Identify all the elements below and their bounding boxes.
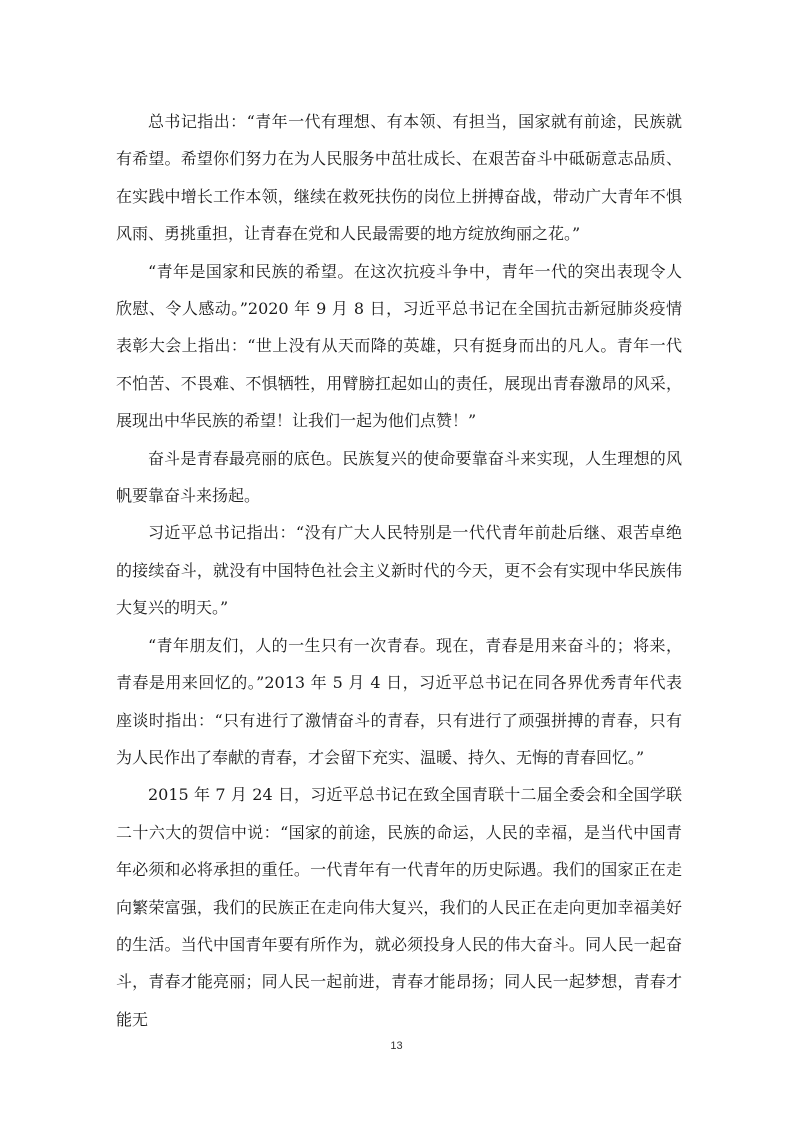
paragraph-2: “青年是国家和民族的希望。在这次抗疫斗争中，青年一代的突出表现令人欣慰、令人感动。”2020 年 9 月 8 日，习近平总书记在全国抗击新冠肺炎疫情表彰大会上指出：“世上没有从天而降的英雄，只有挺身而出的凡人。青年一代不怕苦、不畏难、不惧牺牲，用臂膀扛起如山的责任，展现出青春激昂的风采，展现出中华民族的希望！让我们一起为他们点赞！” (116, 261, 682, 431)
paragraph-4: 习近平总书记指出：“没有广大人民特别是一代代青年前赴后继、艰苦卓绝的接续奋斗，就没有中国特色社会主义新时代的今天，更不会有实现中华民族伟大复兴的明天。” (116, 523, 682, 618)
body-text (116, 103, 682, 1038)
paragraph-6: 2015 年 7 月 24 日，习近平总书记在致全国青联十二届全委会和全国学联二十六大的贺信中说：“国家的前途，民族的命运，人民的幸福，是当代中国青年必须和必将承担的重任。一代青年有一代青年的历史际遇。我们的国家正在走向繁荣富强，我们的民族正在走向伟大复兴，我们的人民正在走向更加幸福美好的生活。当代中国青年要有所作为，就必须投身人民的伟大奋斗。同人民一起奋斗，青春才能亮丽；同人民一起前进，青春才能昂扬；同人民一起梦想，青春才能无 (116, 785, 682, 1029)
paragraph-1: 总书记指出：“青年一代有理想、有本领、有担当，国家就有前途，民族就有希望。希望你们努力在为人民服务中茁壮成长、在艰苦奋斗中砥砺意志品质、在实践中增长工作本领，继续在救死扶伤的岗位上拼搏奋战，带动广大青年不惧风雨、勇挑重担，让青春在党和人民最需要的地方绽放绚丽之花。” (116, 112, 682, 244)
paragraph-3: 奋斗是青春最亮丽的底色。民族复兴的使命要靠奋斗来实现，人生理想的风帆要靠奋斗来扬起。 (116, 448, 682, 506)
paragraph-5: “青年朋友们，人的一生只有一次青春。现在，青春是用来奋斗的；将来，青春是用来回忆的。”2013 年 5 月 4 日，习近平总书记在同各界优秀青年代表座谈时指出：“只有进行了激情奋斗的青春，只有进行了顽强拼搏的青春，只有为人民作出了奉献的青春，才会留下充实、温暖、持久、无悔的青春回忆。” (116, 635, 682, 767)
page-number: 13 (390, 1040, 403, 1052)
